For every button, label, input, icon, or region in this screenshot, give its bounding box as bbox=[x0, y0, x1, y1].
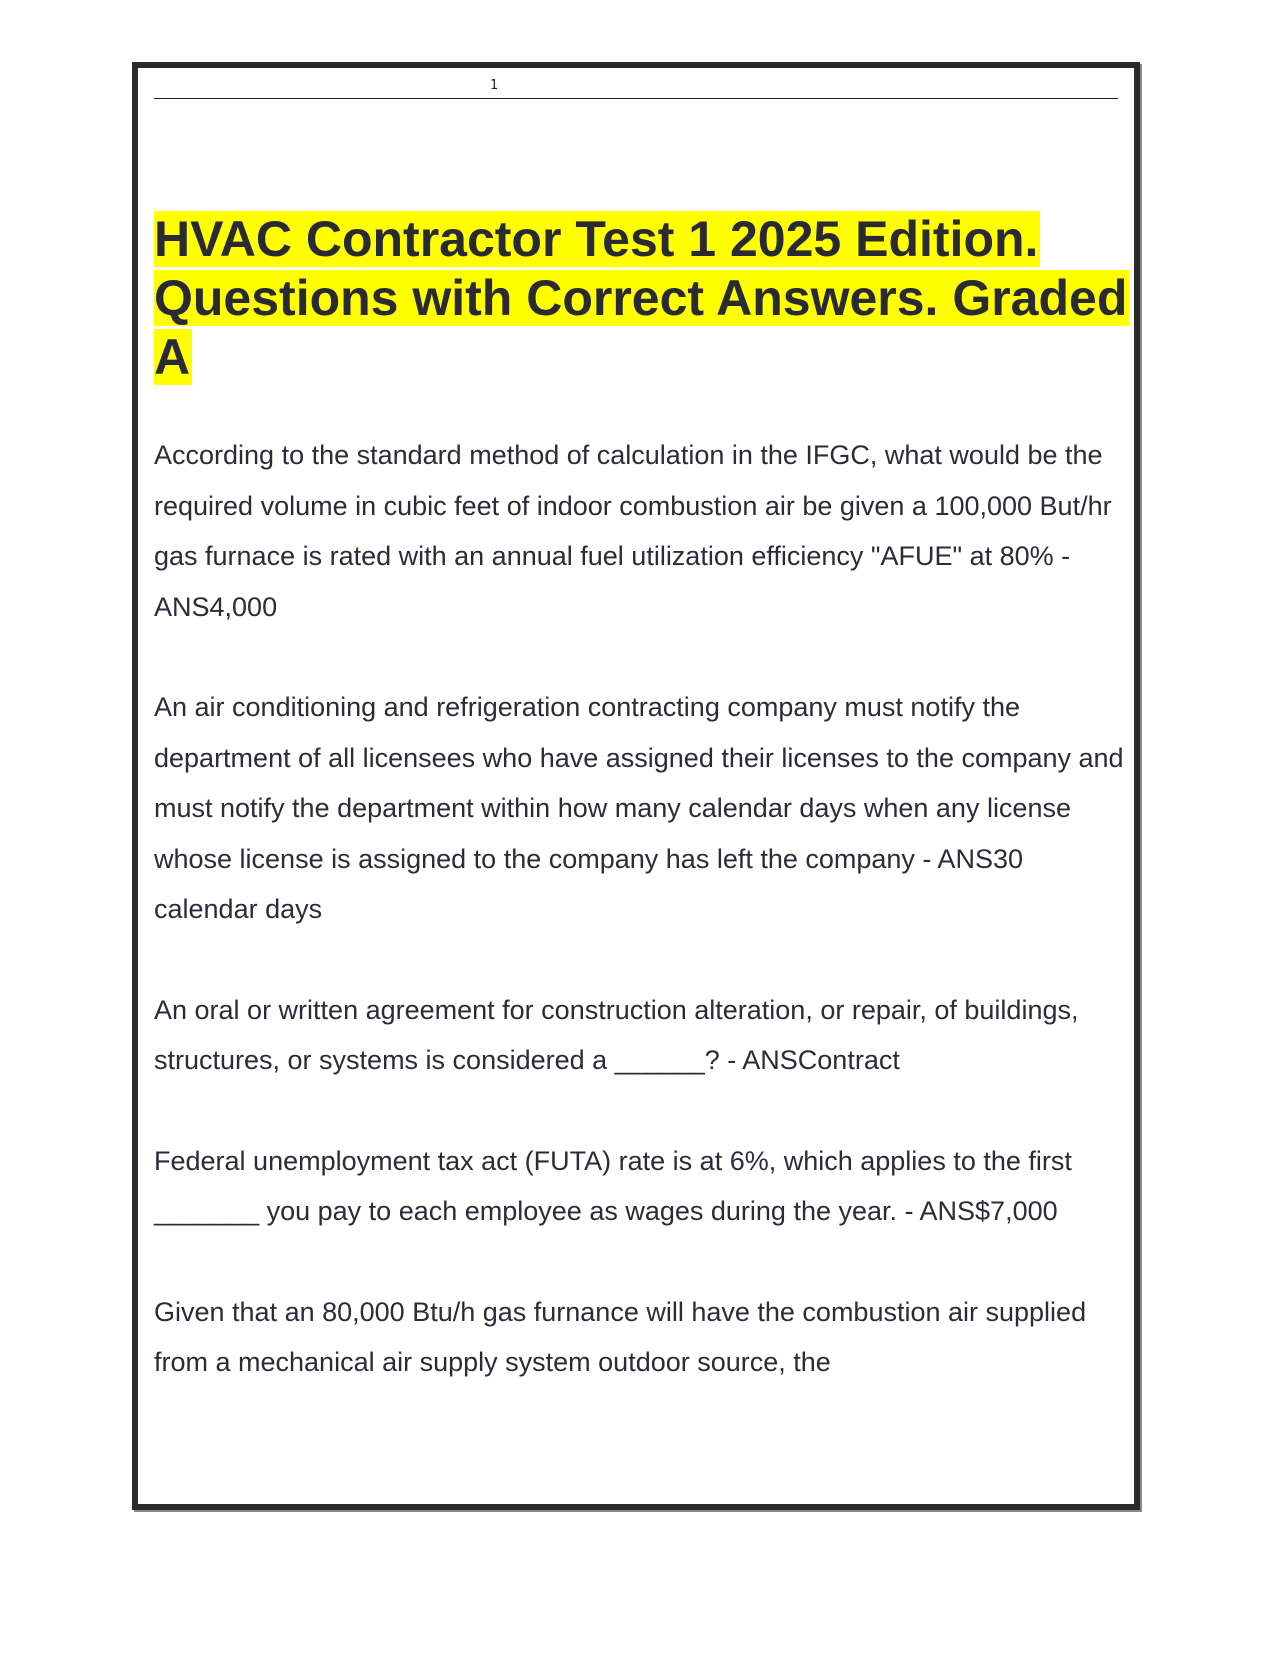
question-2: An air conditioning and refrigeration contracting company must notify the department of all licensees who have assigned their licenses to the company and must notify the department within how many calendar days when any license whose license is assigned to the company has left the company - ANS30 calendar days bbox=[154, 692, 1124, 924]
question-list bbox=[154, 430, 1134, 1438]
document-page bbox=[132, 62, 1140, 1510]
question-5: Given that an 80,000 Btu/h gas furnance will have the combustion air supplied from a mechanical air supply system outdoor source, the bbox=[154, 1296, 1087, 1377]
title-line-2: Questions with Correct Answers. Graded bbox=[154, 270, 1128, 326]
page-number: 1 bbox=[490, 78, 499, 93]
header-rule bbox=[154, 98, 1118, 99]
question-4: Federal unemployment tax act (FUTA) rate is at 6%, which applies to the first _______ you pay to each employee as wages during the year. - ANS$7,000 bbox=[154, 1145, 1072, 1226]
question-3: An oral or written agreement for construction alteration, or repair, of buildings, structures, or systems is considered a ______? - ANSContract bbox=[154, 994, 1079, 1075]
title-line-1: HVAC Contractor Test 1 2025 Edition. bbox=[154, 211, 1039, 267]
question-1: According to the standard method of calculation in the IFGC, what would be the required volume in cubic feet of indoor combustion air be given a 100,000 But/hr gas furnace is rated with an annual fuel utilization efficiency "AFUE" at 80% - ANS4,000 bbox=[154, 440, 1112, 622]
document-title bbox=[154, 210, 1134, 387]
title-line-3: A bbox=[154, 329, 191, 385]
